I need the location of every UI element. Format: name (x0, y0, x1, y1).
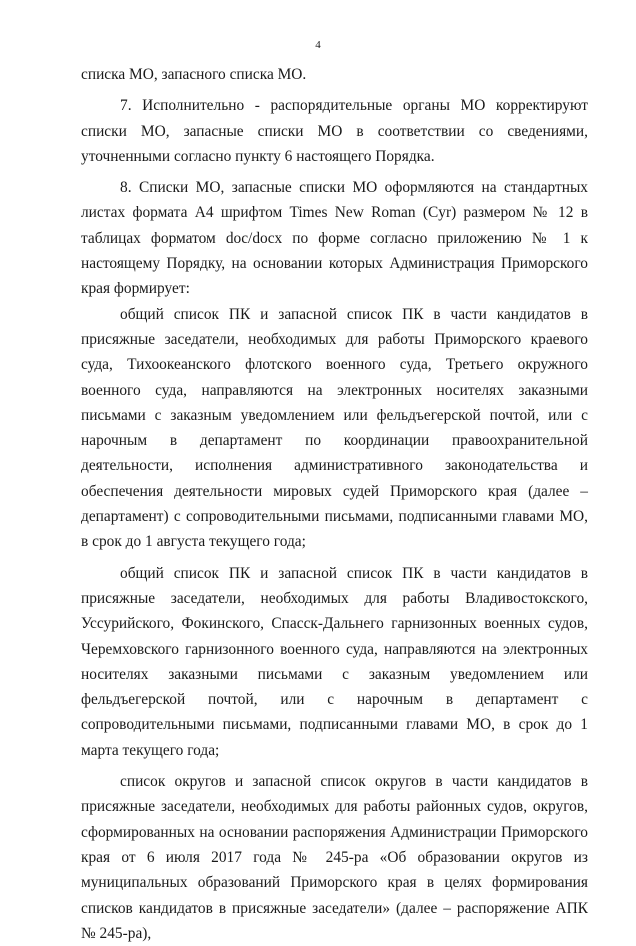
paragraph-continuation: списка МО, запасного списка МО. (81, 66, 307, 83)
document-body (81, 62, 588, 946)
paragraph-district-list: список округов и запасной список округов в части кандидатов в присяжные заседатели, необходимых для работы районных судов, округов, сформированных на основании распоряжения Администрации Приморского края от 6 июля 2017 года № 245-ра «Об образовании округов из муниципальных образований Приморского края в целях формирования списков кандидатов в присяжные заседатели» (далее – распоряжение АПК № 245-ра), (81, 773, 588, 942)
paragraph-general-list-regional: общий список ПК и запасной список ПК в части кандидатов в присяжные заседатели, необходимых для работы Приморского краевого суда, Тихоокеанского флотского военного суда, Третьего окружного военного суда, направляются на электронных носителях заказными письмами с заказным уведомлением или фельдъегерской почтой, или с нарочным в департамент по координации правоохранительной деятельности, исполнения административного законодательства и обеспечения деятельности мировых судей Приморского края (далее – департамент) с сопроводительными письмами, подписанными главами МО, в срок до 1 августа текущего года; (81, 305, 588, 551)
page-number: 4 (315, 39, 321, 51)
paragraph-general-list-garrison: общий список ПК и запасной список ПК в части кандидатов в присяжные заседатели, необходимых для работы Владивостокского, Уссурийского, Фокинского, Спасск-Дальнего гарнизонных военных судов, Черемховского гарнизонного военного суда, направляются на электронных носителях заказными письмами с заказным уведомлением или фельдъегерской почтой, или с нарочным в департамент с сопроводительными письмами, подписанными главами МО, в срок до 1 марта текущего года; (81, 564, 588, 759)
paragraph-item-7: 7. Исполнительно - распорядительные органы МО корректируют списки МО, запасные списки МО в соответствии со сведениями, уточненными согласно пункту 6 настоящего Порядка. (81, 97, 588, 165)
paragraph-item-8: 8. Списки МО, запасные списки МО оформляются на стандартных листах формата А4 шрифтом Times New Roman (Cyr) размером № 12 в таблицах форматом doc/docx по форме согласно приложению № 1 к настоящему Порядку, на основании которых Администрация Приморского края формирует: (81, 179, 588, 298)
